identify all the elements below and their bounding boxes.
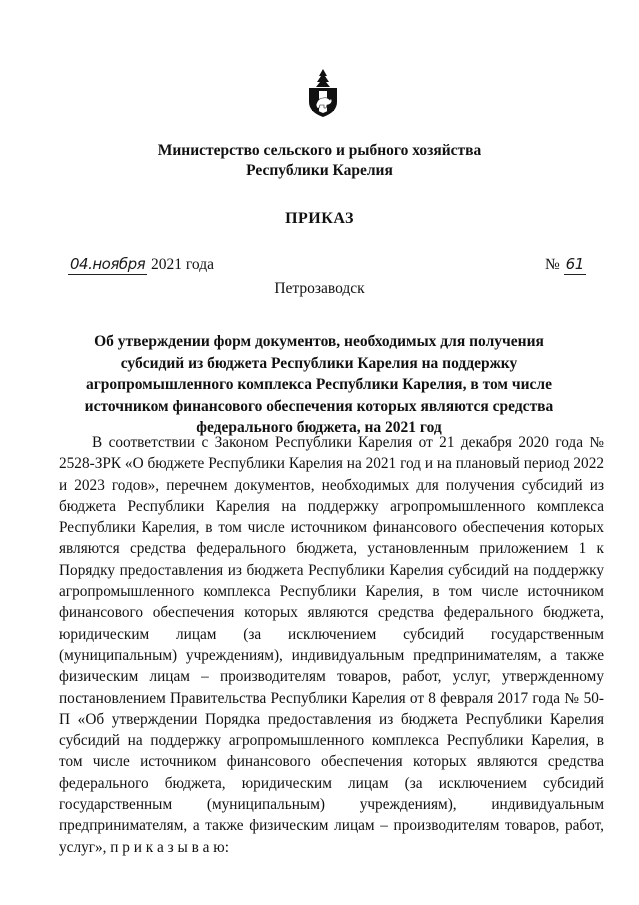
order-date	[68, 254, 214, 275]
document-body	[59, 432, 604, 858]
handwritten-date: 04.ноября	[70, 255, 146, 273]
handwritten-number: 61	[565, 255, 584, 273]
ministry-name	[0, 141, 639, 181]
date-year: 2021 года	[151, 256, 214, 273]
number-prefix: №	[545, 256, 560, 273]
ministry-line-2: Республики Карелия	[246, 162, 393, 179]
body-paragraph: В соответствии с Законом Республики Карелия от 21 декабря 2020 года № 2528-ЗРК «О бюджете Республики Карелия на 2021 год и на плановый период 2022 и 2023 годов», перечнем документов, необходимых для получения субсидий из бюджета Республики Карелия на поддержку агропромышленного комплекса Республики Карелия, в том числе источником финансового обеспечения которых являются средства федерального бюджета, установленным приложением 1 к Порядку предоставления из бюджета Республики Карелия субсидий на поддержку агропромышленного комплекса Республики Карелия, в том числе источником финансового обеспечения которых являются средства федерального бюджета, юридическим лицам (за исключением субсидий государственным (муниципальным) учреждениям), индивидуальным предпринимателям, а также физическим лицам – производителям товаров, работ, услуг, утвержденному постановлением Правительства Республики Карелия от 8 февраля 2017 года № 50-П «Об утверждении Порядка предоставления из бюджета Республики Карелия субсидий на поддержку агропромышленного комплекса Республики Карелия, в том числе источником финансового обеспечения которых являются средства федерального бюджета, юридическим лицам (за исключением субсидий государственным (муниципальным) учреждениям), индивидуальным предпринимателям, а также физическим лицам – производителям товаров, работ, услуг», п р и к а з ы в а ю:	[59, 434, 604, 856]
karelia-coat-of-arms-icon	[306, 68, 340, 118]
order-title: ПРИКАЗ	[285, 210, 354, 227]
order-number	[545, 254, 586, 275]
city: Петрозаводск	[274, 280, 365, 297]
document-heading: Об утверждении форм документов, необходимых для получения субсидий из бюджета Республики Карелия на поддержку агропромышленного комплекса Республики Карелия, в том числе источником финансового обеспечения которых являются средства федерального бюджета, на 2021 год	[84, 333, 554, 436]
ministry-line-1: Министерство сельского и рыбного хозяйства	[157, 142, 482, 159]
